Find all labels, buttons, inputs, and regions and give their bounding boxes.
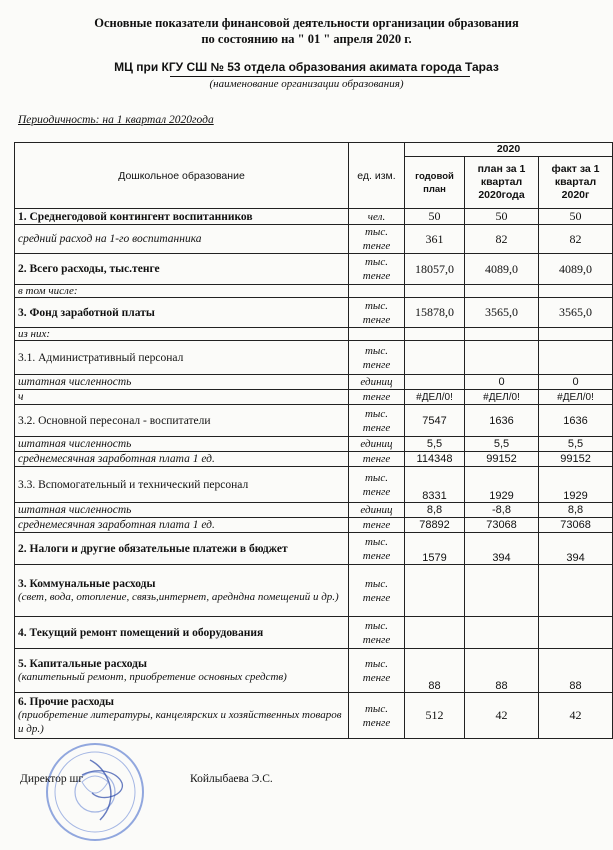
cell-annual: #ДЕЛ/0!: [405, 390, 465, 405]
row-label: из них:: [15, 328, 349, 341]
table-row: [15, 328, 613, 341]
row-label: штатная численность: [15, 503, 349, 518]
document-title: [0, 15, 613, 47]
cell-plan: [465, 565, 539, 617]
header-year: 2020: [405, 143, 613, 157]
cell-annual: 78892: [405, 518, 465, 533]
row-unit: тыс. тенге: [349, 405, 405, 437]
cell-fact: 99152: [539, 452, 613, 467]
row-label-cell: [15, 565, 349, 617]
row-unit: единиц: [349, 503, 405, 518]
row-label: среднемесячная заработная плата 1 ед.: [15, 518, 349, 533]
cell-plan: [465, 328, 539, 341]
table-row: [15, 209, 613, 225]
row-label: штатная численность: [15, 437, 349, 452]
row-unit: тыс. тенге: [349, 693, 405, 739]
cell-plan: 5,5: [465, 437, 539, 452]
row-unit: тыс. тенге: [349, 617, 405, 649]
cell-annual: 88: [405, 649, 465, 693]
table-row: [15, 405, 613, 437]
cell-fact: 394: [539, 533, 613, 565]
cell-annual: 8331: [405, 467, 465, 503]
row-label: 4. Текущий ремонт помещений и оборудования: [15, 617, 349, 649]
table-row: [15, 341, 613, 375]
cell-fact: [539, 565, 613, 617]
cell-annual: 114348: [405, 452, 465, 467]
periodicity-label: Периодичность: на 1 квартал 2020года: [18, 114, 214, 126]
header-plan-l2: квартал: [480, 176, 523, 188]
cell-annual: [405, 341, 465, 375]
title-line-1: Основные показатели финансовой деятельности организации образования: [94, 16, 519, 30]
table-row: [15, 437, 613, 452]
cell-annual: 18057,0: [405, 254, 465, 285]
cell-annual: [405, 565, 465, 617]
row-unit: тыс. тенге: [349, 467, 405, 503]
row-label: 5. Капитальные расходы: [18, 657, 147, 670]
table-row: [15, 254, 613, 285]
cell-fact: 82: [539, 225, 613, 254]
cell-annual: [405, 617, 465, 649]
cell-fact: #ДЕЛ/0!: [539, 390, 613, 405]
header-unit: ед. изм.: [349, 143, 405, 209]
title-line-2: по состоянию на " 01 " апреля 2020 г.: [201, 32, 412, 46]
cell-annual: [405, 375, 465, 390]
row-label: 3.1. Административный персонал: [15, 341, 349, 375]
cell-fact: 1636: [539, 405, 613, 437]
cell-fact: 3565,0: [539, 298, 613, 328]
cell-fact: 42: [539, 693, 613, 739]
cell-fact: 1929: [539, 467, 613, 503]
cell-fact: [539, 341, 613, 375]
cell-fact: 50: [539, 209, 613, 225]
row-unit: тенге: [349, 452, 405, 467]
row-unit: тенге: [349, 518, 405, 533]
cell-fact: [539, 285, 613, 298]
row-unit: тыс. тенге: [349, 298, 405, 328]
row-label: 3. Фонд заработной платы: [15, 298, 349, 328]
header-section: Дошкольное образование: [15, 143, 349, 209]
cell-plan: [465, 617, 539, 649]
row-label: 3.2. Основной пересонал - воспитатели: [15, 405, 349, 437]
row-label: 1. Среднегодовой контингент воспитанников: [15, 209, 349, 225]
row-unit: тыс. тенге: [349, 533, 405, 565]
table-row: [15, 533, 613, 565]
table-row: [15, 503, 613, 518]
cell-plan: 42: [465, 693, 539, 739]
cell-annual: 50: [405, 209, 465, 225]
cell-fact: 4089,0: [539, 254, 613, 285]
cell-plan: 3565,0: [465, 298, 539, 328]
row-label: средний расход на 1-го воспитанника: [15, 225, 349, 254]
row-label: 2. Налоги и другие обязательные платежи в бюджет: [15, 533, 349, 565]
header-annual: [405, 157, 465, 209]
row-unit: тыс. тенге: [349, 565, 405, 617]
row-unit: [349, 285, 405, 298]
table-row: [15, 467, 613, 503]
row-unit: тыс. тенге: [349, 254, 405, 285]
cell-fact: 73068: [539, 518, 613, 533]
header-annual-l2: план: [423, 183, 446, 195]
header-fact-q1: [539, 157, 613, 209]
table-row: [15, 375, 613, 390]
row-sublabel: (капитепьный ремонт, приобретение основных средств): [18, 670, 287, 683]
header-plan-q1: [465, 157, 539, 209]
row-label: 2. Всего расходы, тыс.тенге: [15, 254, 349, 285]
cell-annual: 361: [405, 225, 465, 254]
cell-plan: 50: [465, 209, 539, 225]
row-sublabel: (приобретение литературы, канцелярских и хозяйственных товаров и др.): [18, 708, 342, 735]
cell-plan: -8,8: [465, 503, 539, 518]
cell-annual: 15878,0: [405, 298, 465, 328]
row-unit: чел.: [349, 209, 405, 225]
cell-plan: 88: [465, 649, 539, 693]
official-stamp: [20, 730, 170, 845]
row-label: среднемесячная заработная плата 1 ед.: [15, 452, 349, 467]
table-row: [15, 649, 613, 693]
table-row: [15, 225, 613, 254]
cell-plan: [465, 285, 539, 298]
cell-annual: 5,5: [405, 437, 465, 452]
row-label-cell: [15, 649, 349, 693]
table-row: [15, 390, 613, 405]
signature-role: Директор шг: [20, 773, 84, 785]
organization-underline: [170, 76, 470, 77]
cell-plan: 4089,0: [465, 254, 539, 285]
row-unit: тыс. тенге: [349, 225, 405, 254]
header-annual-l1: годовой: [415, 170, 454, 182]
cell-annual: [405, 285, 465, 298]
cell-plan: 99152: [465, 452, 539, 467]
row-label: 6. Прочие расходы: [18, 695, 115, 708]
row-label: 3.3. Вспомогательный и технический персонал: [15, 467, 349, 503]
cell-plan: 1929: [465, 467, 539, 503]
financial-indicators-table: [14, 142, 613, 739]
table-row: [15, 285, 613, 298]
cell-plan: 73068: [465, 518, 539, 533]
row-unit: единиц: [349, 375, 405, 390]
row-label: штатная численность: [15, 375, 349, 390]
header-fact-l2: квартал: [554, 176, 597, 188]
cell-annual: 1579: [405, 533, 465, 565]
table-row: [15, 298, 613, 328]
cell-fact: 88: [539, 649, 613, 693]
header-plan-l1: план за 1: [477, 163, 526, 175]
row-unit: единиц: [349, 437, 405, 452]
row-unit: тыс. тенге: [349, 341, 405, 375]
cell-plan: 0: [465, 375, 539, 390]
header-plan-l3: 2020года: [478, 189, 525, 201]
cell-annual: 7547: [405, 405, 465, 437]
cell-plan: [465, 341, 539, 375]
cell-annual: 512: [405, 693, 465, 739]
table-row: [15, 452, 613, 467]
cell-annual: 8,8: [405, 503, 465, 518]
cell-plan: 82: [465, 225, 539, 254]
table-row: [15, 518, 613, 533]
header-fact-l1: факт за 1: [551, 163, 600, 175]
row-label: 3. Коммунальные расходы: [18, 577, 156, 590]
header-fact-l3: 2020г: [561, 189, 590, 201]
organization-note: (наименование организации образования): [209, 78, 404, 90]
row-label: ч: [15, 390, 349, 405]
cell-plan: 394: [465, 533, 539, 565]
cell-annual: [405, 328, 465, 341]
row-unit: [349, 328, 405, 341]
cell-fact: [539, 617, 613, 649]
cell-plan: #ДЕЛ/0!: [465, 390, 539, 405]
row-label: в том числе:: [15, 285, 349, 298]
cell-fact: 0: [539, 375, 613, 390]
row-unit: тенге: [349, 390, 405, 405]
signature-name: Койлыбаева Э.С.: [190, 773, 273, 785]
organization-name: МЦ при КГУ СШ № 53 отдела образования акимата города Тараз: [114, 60, 499, 74]
cell-plan: 1636: [465, 405, 539, 437]
cell-fact: 8,8: [539, 503, 613, 518]
table-row: [15, 617, 613, 649]
row-unit: тыс. тенге: [349, 649, 405, 693]
cell-fact: [539, 328, 613, 341]
row-sublabel: (свет, вода, отопление, связь,интернет, аредндна помещений и др.): [18, 590, 339, 603]
table-row: [15, 565, 613, 617]
cell-fact: 5,5: [539, 437, 613, 452]
